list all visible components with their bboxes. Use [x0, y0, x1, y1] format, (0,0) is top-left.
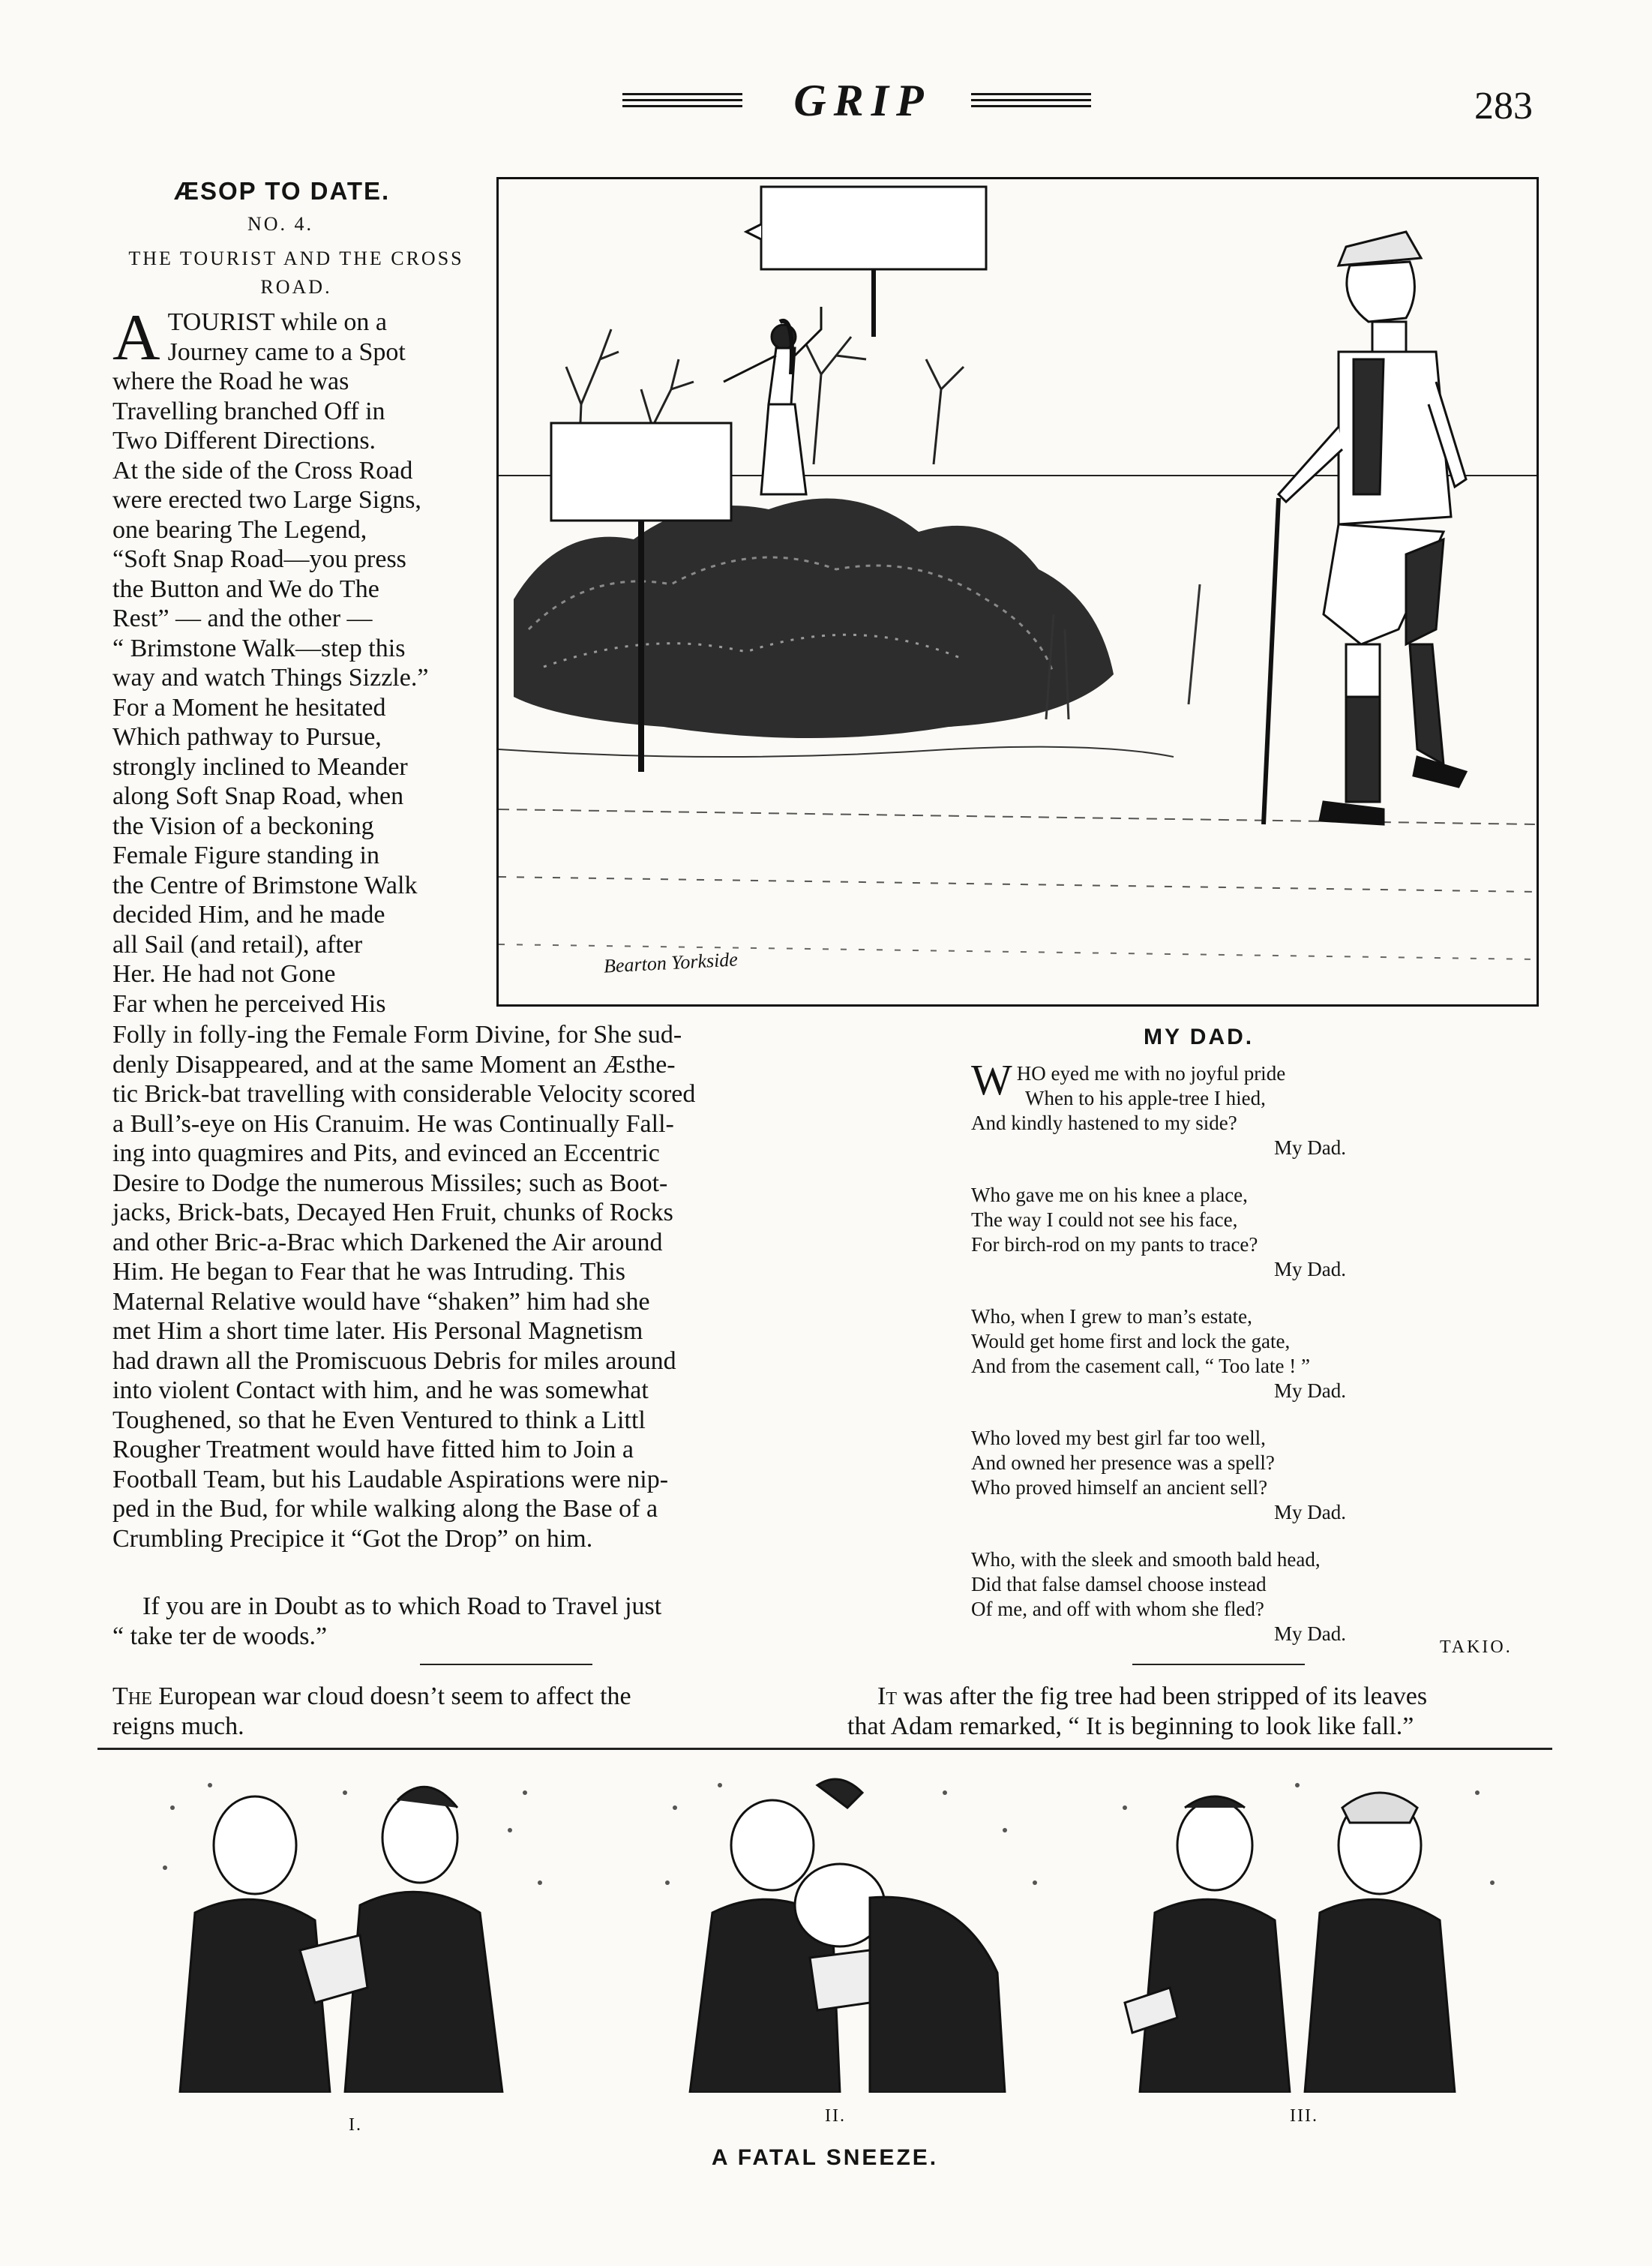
story-narrow-lines — [112, 302, 472, 1019]
joke-right — [847, 1682, 1552, 1742]
poem-refrain: My Dad. — [1274, 1136, 1346, 1159]
poem-line: Would get home first and lock the gate, — [971, 1330, 1291, 1352]
cartoon-panel-3-drawing — [1102, 1763, 1522, 2093]
story-line: Two Different Directions. — [112, 427, 376, 455]
story-line: where the Road he was — [112, 368, 349, 395]
story-line: Her. He had not Gone — [112, 960, 336, 988]
story-line: Toughened, so that he Even Ventured to think a Littl — [112, 1406, 646, 1434]
story-dropcap: A — [112, 302, 160, 374]
story-line: the Button and We do The — [112, 575, 379, 603]
poem-line: And kindly hastened to my side? — [971, 1112, 1237, 1134]
story-line: and other Bric-a-Brac which Darkened the Air around — [112, 1228, 663, 1256]
story-line: Travelling branched Off in — [112, 397, 385, 425]
story-column-wide — [112, 1020, 817, 1553]
story-line: all Sail (and retail), after — [112, 930, 363, 959]
story-line: a Bull’s-eye on His Cranuim. He was Continually Fall- — [112, 1109, 674, 1138]
poem-line: Who proved himself an ancient sell? — [971, 1476, 1268, 1499]
masthead-rule-right — [971, 93, 1091, 114]
poem-line: The way I could not see his face, — [971, 1208, 1238, 1231]
story-line: Maternal Relative would have “shaken” him had she — [112, 1287, 650, 1316]
poem-line: For birch-rod on my pants to trace? — [971, 1233, 1258, 1256]
joke-right-line-2: that Adam remarked, “ It is beginning to look like fall.” — [847, 1712, 1414, 1740]
illustration-drawing — [499, 179, 1537, 1004]
story-line: Folly in folly-ing the Female Form Divine, for She sud- — [112, 1021, 682, 1049]
poem-stanza — [971, 1183, 1436, 1282]
poem-line: Who loved my best girl far too well, — [971, 1427, 1266, 1449]
cartoon-panel-1-drawing — [150, 1763, 570, 2093]
story-line: the Centre of Brimstone Walk — [112, 871, 418, 899]
cartoon-panel-3-number: III. — [1290, 2106, 1318, 2126]
page-number: 283 — [1474, 85, 1533, 128]
artist-signature: Bearton Yorkside — [603, 948, 739, 977]
story-line: denly Disappeared, and at the same Moment an Æsthe- — [112, 1050, 676, 1079]
poem-author: TAKIO. — [1440, 1637, 1513, 1657]
story-line: along Soft Snap Road, when — [112, 782, 404, 810]
story-line: “Soft Snap Road—you press — [112, 545, 406, 573]
poem-line: And from the casement call, “ Too late ! ” — [971, 1355, 1310, 1377]
story-line: Far when he perceived His — [112, 989, 386, 1018]
poem-body — [971, 1055, 1436, 1669]
story-column-narrow — [112, 302, 472, 1019]
masthead-title: GRIP — [793, 76, 931, 125]
poem-title: MY DAD. — [1144, 1025, 1255, 1049]
poem-refrain: My Dad. — [1274, 1622, 1346, 1645]
story-number: NO. 4. — [247, 213, 314, 235]
story-line: ped in the Bud, for while walking along the Base of a — [112, 1495, 658, 1523]
story-line: TOURIST while on a — [167, 308, 388, 336]
story-moral-line-1: If you are in Doubt as to which Road to Travel just — [142, 1592, 662, 1620]
poem-refrain: My Dad. — [1274, 1258, 1346, 1280]
story-line: “ Brimstone Walk—step this — [112, 634, 406, 662]
story-line: decided Him, and he made — [112, 901, 385, 929]
joke-right-line-1: was after the fig tree had been stripped of its leaves — [903, 1682, 1428, 1710]
story-line: Him. He began to Fear that he was Intruding. This — [112, 1258, 625, 1286]
story-line: Journey came to a Spot — [167, 338, 406, 366]
poem-line: Did that false damsel choose instead — [971, 1573, 1267, 1595]
story-line: jacks, Brick-bats, Decayed Hen Fruit, chunks of Rocks — [112, 1199, 673, 1226]
joke-left — [112, 1682, 817, 1742]
story-moral — [112, 1592, 817, 1652]
joke-left-line-1: European war cloud doesn’t seem to affect the — [158, 1682, 631, 1710]
cartoon-panel-2 — [645, 1763, 1065, 2093]
story-line: tic Brick-bat travelling with considerable Velocity scored — [112, 1080, 696, 1108]
story-line: For a Moment he hesitated — [112, 693, 386, 722]
story-line: into violent Contact with him, and he was somewhat — [112, 1376, 649, 1404]
poem-stanza — [971, 1547, 1436, 1646]
poem-dropcap: W — [971, 1055, 1012, 1104]
joke-left-line-2: reigns much. — [112, 1712, 244, 1740]
story-line: Female Figure standing in — [112, 842, 380, 869]
tourist-illustration — [496, 177, 1539, 1007]
story-title: ÆSOP TO DATE. — [174, 177, 391, 205]
story-subtitle: THE TOURIST AND THE CROSS ROAD. — [128, 248, 464, 298]
poem-end-rule — [1132, 1664, 1305, 1665]
story-end-rule — [420, 1664, 592, 1665]
cartoon-panel-1 — [150, 1763, 570, 2093]
poem-line: Who, with the sleek and smooth bald head, — [971, 1548, 1321, 1571]
joke-left-lead: The — [112, 1682, 152, 1710]
story-moral-line-2: “ take ter de woods.” — [112, 1622, 328, 1650]
poem-line: Who gave me on his knee a place, — [971, 1184, 1248, 1206]
joke-right-lead: It — [877, 1682, 897, 1710]
story-line: Crumbling Precipice it “Got the Drop” on him. — [112, 1524, 593, 1553]
story-line: had drawn all the Promiscuous Debris for miles around — [112, 1346, 676, 1375]
cartoon-panel-1-number: I. — [349, 2115, 362, 2135]
poem-stanza — [971, 1055, 1436, 1160]
poem-line: Who, when I grew to man’s estate, — [971, 1305, 1252, 1328]
section-divider — [97, 1748, 1552, 1750]
story-line: Which pathway to Pursue, — [112, 723, 382, 751]
story-line: were erected two Large Signs, — [112, 486, 421, 514]
masthead-rule-left — [622, 93, 742, 114]
poem-refrain: My Dad. — [1274, 1379, 1346, 1402]
story-line: ing into quagmires and Pits, and evinced an Eccentric — [112, 1139, 660, 1167]
poem-stanza — [971, 1304, 1436, 1403]
cartoon-panel-2-drawing — [645, 1763, 1065, 2093]
story-line: the Vision of a beckoning — [112, 812, 374, 840]
story-line: Desire to Dodge the numerous Missiles; such as Boot- — [112, 1169, 668, 1197]
poem-stanza — [971, 1426, 1436, 1525]
story-line: At the side of the Cross Road — [112, 456, 413, 485]
cartoon-panel-2-number: II. — [825, 2106, 846, 2126]
story-line: Rougher Treatment would have fitted him to Join a — [112, 1436, 634, 1463]
story-line: met Him a short time later. His Personal Magnetism — [112, 1317, 643, 1345]
story-line: Football Team, but his Laudable Aspirations were nip- — [112, 1465, 669, 1493]
cartoon-panel-3 — [1102, 1763, 1522, 2093]
cartoon-caption: A FATAL SNEEZE. — [711, 2145, 939, 2170]
story-line: way and watch Things Sizzle.” — [112, 664, 429, 692]
poem-line-text: HO eyed me with no joyful pride — [1016, 1062, 1286, 1085]
poem-refrain: My Dad. — [1274, 1501, 1346, 1523]
poem-line: When to his apple-tree I hied, — [1025, 1087, 1266, 1109]
story-line: strongly inclined to Meander — [112, 752, 408, 781]
story-line: Rest” — and the other — — [112, 605, 373, 632]
poem-line: Of me, and off with whom she fled? — [971, 1598, 1264, 1620]
story-line: one bearing The Legend, — [112, 515, 367, 544]
poem-line: And owned her presence was a spell? — [971, 1451, 1275, 1474]
